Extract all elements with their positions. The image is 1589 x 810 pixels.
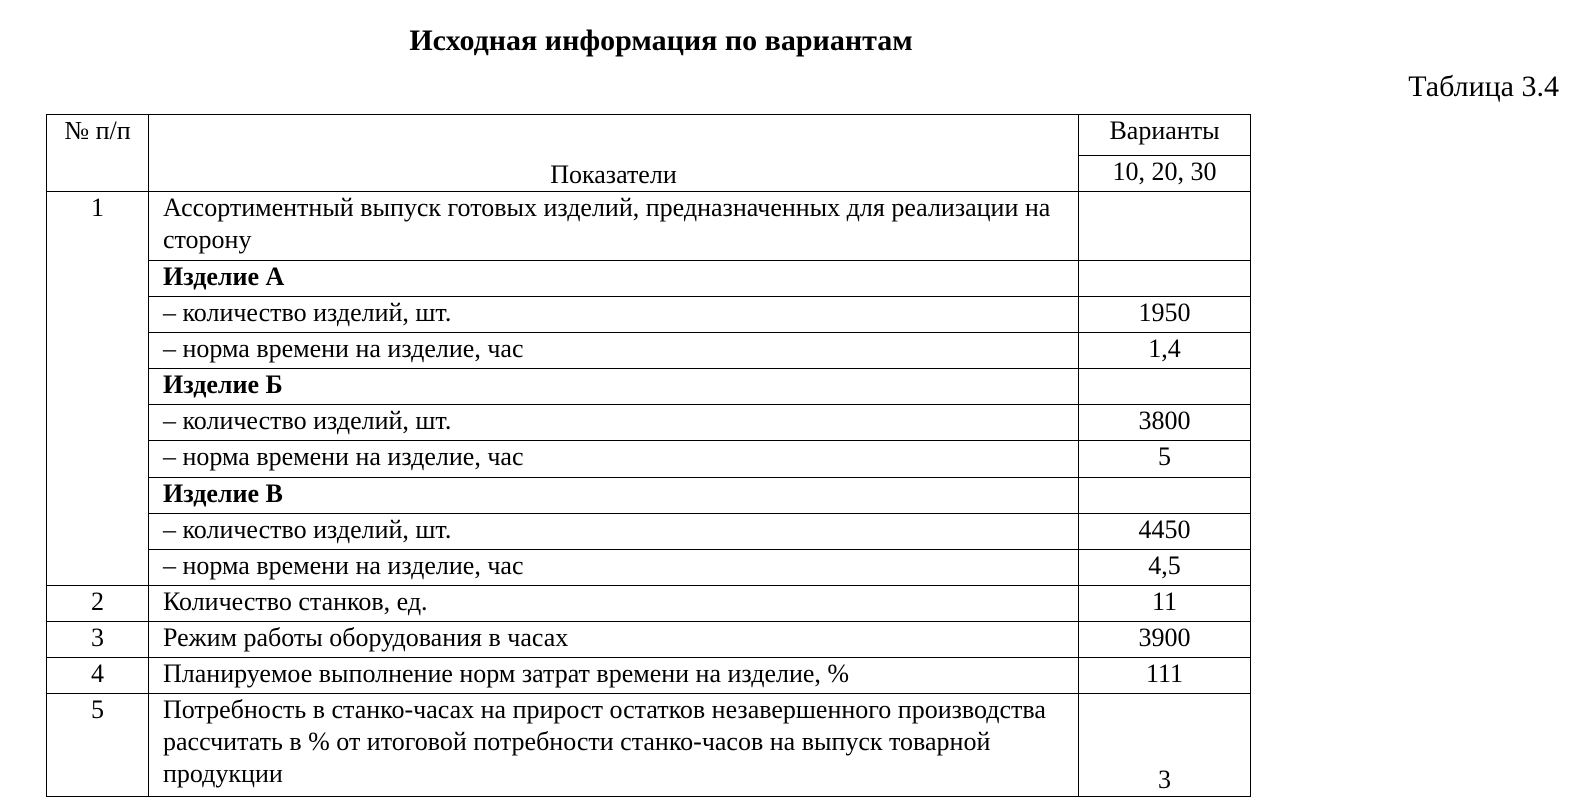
row-indicator-cell: – количество изделий, шт. <box>149 514 1079 550</box>
row-value-cell: 3800 <box>1079 405 1251 441</box>
row-indicator-cell: – норма времени на изделие, час <box>149 550 1079 586</box>
row-value-cell: 3900 <box>1079 622 1251 658</box>
header-variants: Варианты <box>1079 115 1251 156</box>
table-header-row <box>47 115 1251 156</box>
table-row <box>47 369 1251 405</box>
header-variant-numbers: 10, 20, 30 <box>1079 156 1251 192</box>
variants-info-table <box>46 114 1251 797</box>
table-row <box>47 192 1251 261</box>
row-indicator-cell: Количество станков, ед. <box>149 586 1079 622</box>
document-title: Исходная информация по вариантам <box>409 24 913 57</box>
table-row <box>47 478 1251 514</box>
row-indicator-cell: – норма времени на изделие, час <box>149 333 1079 369</box>
table-row <box>47 333 1251 369</box>
table-number-label: Таблица 3.4 <box>1408 70 1559 103</box>
row-value-cell <box>1079 369 1251 405</box>
row-indicator-cell: – количество изделий, шт. <box>149 297 1079 333</box>
row-indicator-cell: – количество изделий, шт. <box>149 405 1079 441</box>
header-indicators: Показатели <box>149 115 1079 192</box>
table-row <box>47 514 1251 550</box>
row-value-cell: 1950 <box>1079 297 1251 333</box>
row-indicator-cell: Режим работы оборудования в часах <box>149 622 1079 658</box>
table-row <box>47 297 1251 333</box>
row-value-cell: 5 <box>1079 441 1251 478</box>
row-value-cell <box>1079 261 1251 297</box>
row-value-cell: 11 <box>1079 586 1251 622</box>
table-row <box>47 694 1251 797</box>
row-value-cell <box>1079 192 1251 261</box>
row-indicator-cell: – норма времени на изделие, час <box>149 441 1079 478</box>
table-row <box>47 622 1251 658</box>
table-row <box>47 586 1251 622</box>
table-row <box>47 550 1251 586</box>
table-row <box>47 405 1251 441</box>
row-num-cell: 5 <box>47 694 149 797</box>
row-value-cell <box>1079 478 1251 514</box>
row-indicator-cell: Ассортиментный выпуск готовых изделий, предназначенных для реализации на сторону <box>149 192 1079 261</box>
table-row <box>47 261 1251 297</box>
row-num-cell: 4 <box>47 658 149 694</box>
row-indicator-cell: Изделие Б <box>149 369 1079 405</box>
header-num: № п/п <box>47 115 149 192</box>
row-value-cell: 3 <box>1079 694 1251 797</box>
row-num-cell: 2 <box>47 586 149 622</box>
row-indicator-cell: Потребность в станко-часах на прирост остатков незавершенного производства рассчитать в % от итоговой потребности станко-часов на выпуск товарной продукции <box>149 694 1079 797</box>
row-value-cell: 1,4 <box>1079 333 1251 369</box>
row-value-cell: 111 <box>1079 658 1251 694</box>
row-num-cell: 1 <box>47 192 149 586</box>
row-num-cell: 3 <box>47 622 149 658</box>
row-indicator-cell: Планируемое выполнение норм затрат времени на изделие, % <box>149 658 1079 694</box>
table-row <box>47 658 1251 694</box>
row-indicator-cell: Изделие А <box>149 261 1079 297</box>
row-value-cell: 4450 <box>1079 514 1251 550</box>
row-value-cell: 4,5 <box>1079 550 1251 586</box>
table-row <box>47 441 1251 478</box>
row-indicator-cell: Изделие В <box>149 478 1079 514</box>
